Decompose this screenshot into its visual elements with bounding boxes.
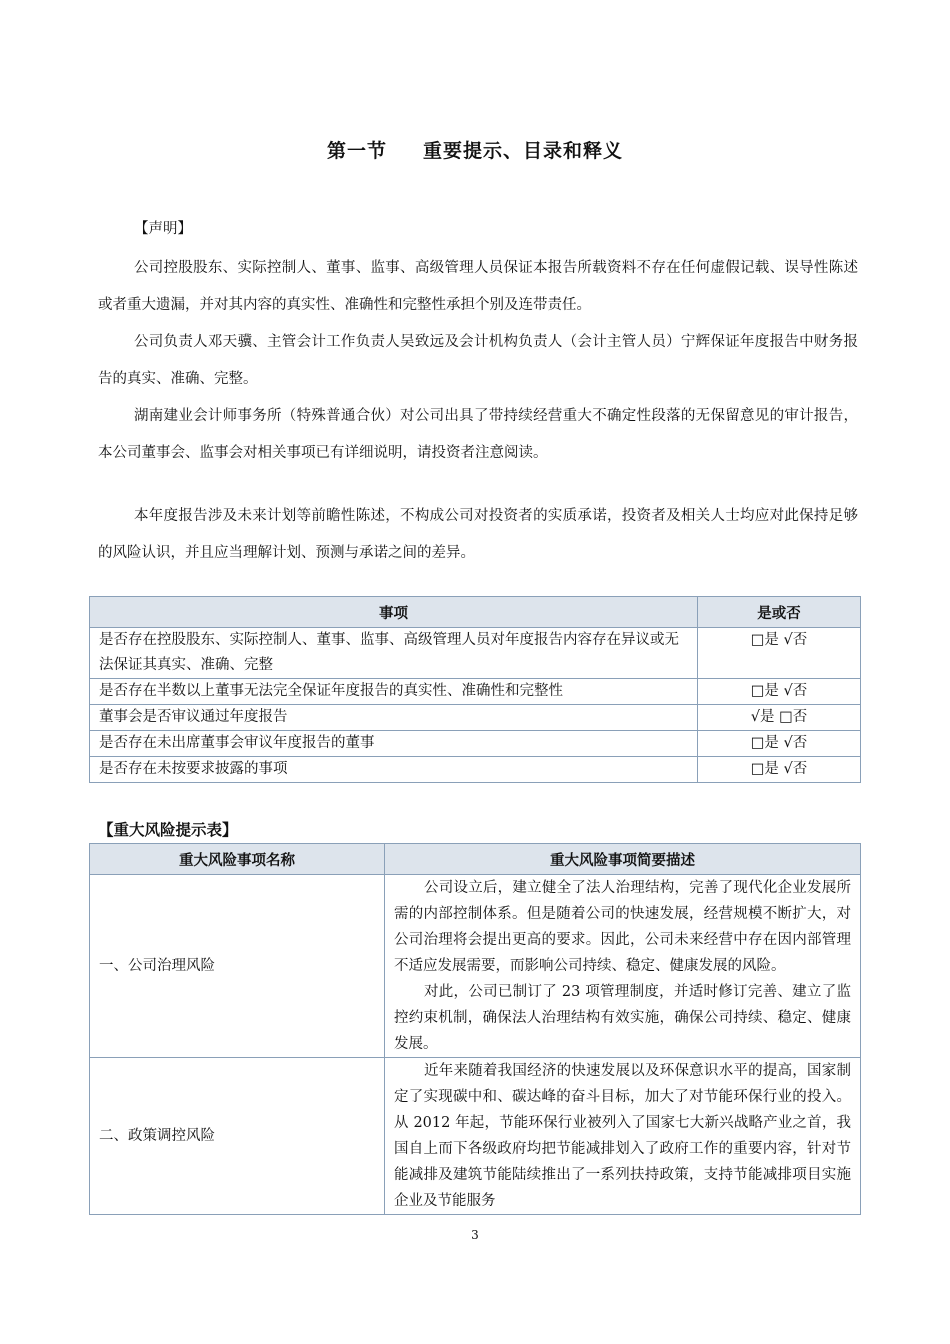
risk-description-paragraph: 近年来随着我国经济的快速发展以及环保意识水平的提高，国家制定了实现碳中和、碳达峰的奋斗目标，加大了对节能环保行业的投入。从 2012 年起，节能环保行业被列入了国家七大新兴战略产业之首，我国自上而下各级政府均把节能减排划入了政府工作的重要内容，针对节能减排及建筑节能陆续推出了一系列扶持政策，支持节能减排项目实施企业及节能服务 [394, 1063, 851, 1209]
risk-table-heading: 【重大风险提示表】 [98, 821, 238, 839]
table-row [90, 875, 861, 1058]
section-title [0, 136, 950, 163]
answer-cell: √是 □否 [698, 705, 861, 731]
risk-description-cell [385, 875, 861, 1058]
item-cell: 董事会是否审议通过年度报告 [90, 705, 698, 731]
answer-cell: □是 √否 [698, 731, 861, 757]
page-number: 3 [471, 1228, 479, 1242]
paragraph-responsible-persons: 公司负责人邓天骥、主管会计工作负责人吴致远及会计机构负责人（会计主管人员）宁辉保证年度报告中财务报告的真实、准确、完整。 [98, 334, 858, 387]
table-row [90, 628, 861, 679]
item-cell: 是否存在未出席董事会审议年度报告的董事 [90, 731, 698, 757]
confirmation-table [89, 596, 861, 783]
table-header-row [90, 844, 861, 875]
column-header-item: 事项 [90, 597, 698, 628]
table-row [90, 705, 861, 731]
table-row [90, 1058, 861, 1215]
column-header-risk-name: 重大风险事项名称 [90, 844, 385, 875]
table-row [90, 731, 861, 757]
paragraph-guarantee: 公司控股股东、实际控制人、董事、监事、高级管理人员保证本报告所载资料不存在任何虚假记载、误导性陈述或者重大遗漏，并对其内容的真实性、准确性和完整性承担个别及连带责任。 [98, 260, 858, 313]
risk-name-cell: 二、政策调控风险 [90, 1058, 385, 1215]
table-row [90, 679, 861, 705]
risk-name-cell: 一、公司治理风险 [90, 875, 385, 1058]
paragraph-audit-opinion: 湖南建业会计师事务所（特殊普通合伙）对公司出具了带持续经营重大不确定性段落的无保留意见的审计报告，本公司董事会、监事会对相关事项已有详细说明，请投资者注意阅读。 [98, 408, 858, 461]
answer-cell: □是 √否 [698, 757, 861, 783]
risk-description-paragraph: 公司设立后，建立健全了法人治理结构，完善了现代化企业发展所需的内部控制体系。但是随着公司的快速发展，经营规模不断扩大，对公司治理将会提出更高的要求。因此，公司未来经营中存在因内部管理不适应发展需要，而影响公司持续、稳定、健康发展的风险。 [394, 880, 851, 974]
section-number: 第一节 [326, 140, 387, 162]
item-cell: 是否存在控股股东、实际控制人、董事、监事、高级管理人员对年度报告内容存在异议或无法保证其真实、准确、完整 [90, 628, 698, 679]
item-cell: 是否存在半数以上董事无法完全保证年度报告的真实性、准确性和完整性 [90, 679, 698, 705]
table-header-row [90, 597, 861, 628]
paragraph-forward-looking: 本年度报告涉及未来计划等前瞻性陈述，不构成公司对投资者的实质承诺，投资者及相关人士均应对此保持足够的风险认识，并且应当理解计划、预测与承诺之间的差异。 [98, 508, 858, 561]
column-header-risk-description: 重大风险事项简要描述 [385, 844, 861, 875]
column-header-yes-no: 是或否 [698, 597, 861, 628]
table-row [90, 757, 861, 783]
answer-cell: □是 √否 [698, 628, 861, 679]
item-cell: 是否存在未按要求披露的事项 [90, 757, 698, 783]
section-name: 重要提示、目录和释义 [423, 140, 624, 162]
answer-cell: □是 √否 [698, 679, 861, 705]
risk-description-paragraph: 对此，公司已制订了 23 项管理制度，并适时修订完善、建立了监控约束机制，确保法人治理结构有效实施，确保公司持续、稳定、健康发展。 [394, 984, 851, 1052]
risk-description-cell [385, 1058, 861, 1215]
declaration-label: 【声明】 [134, 221, 192, 237]
risk-table [89, 843, 861, 1215]
